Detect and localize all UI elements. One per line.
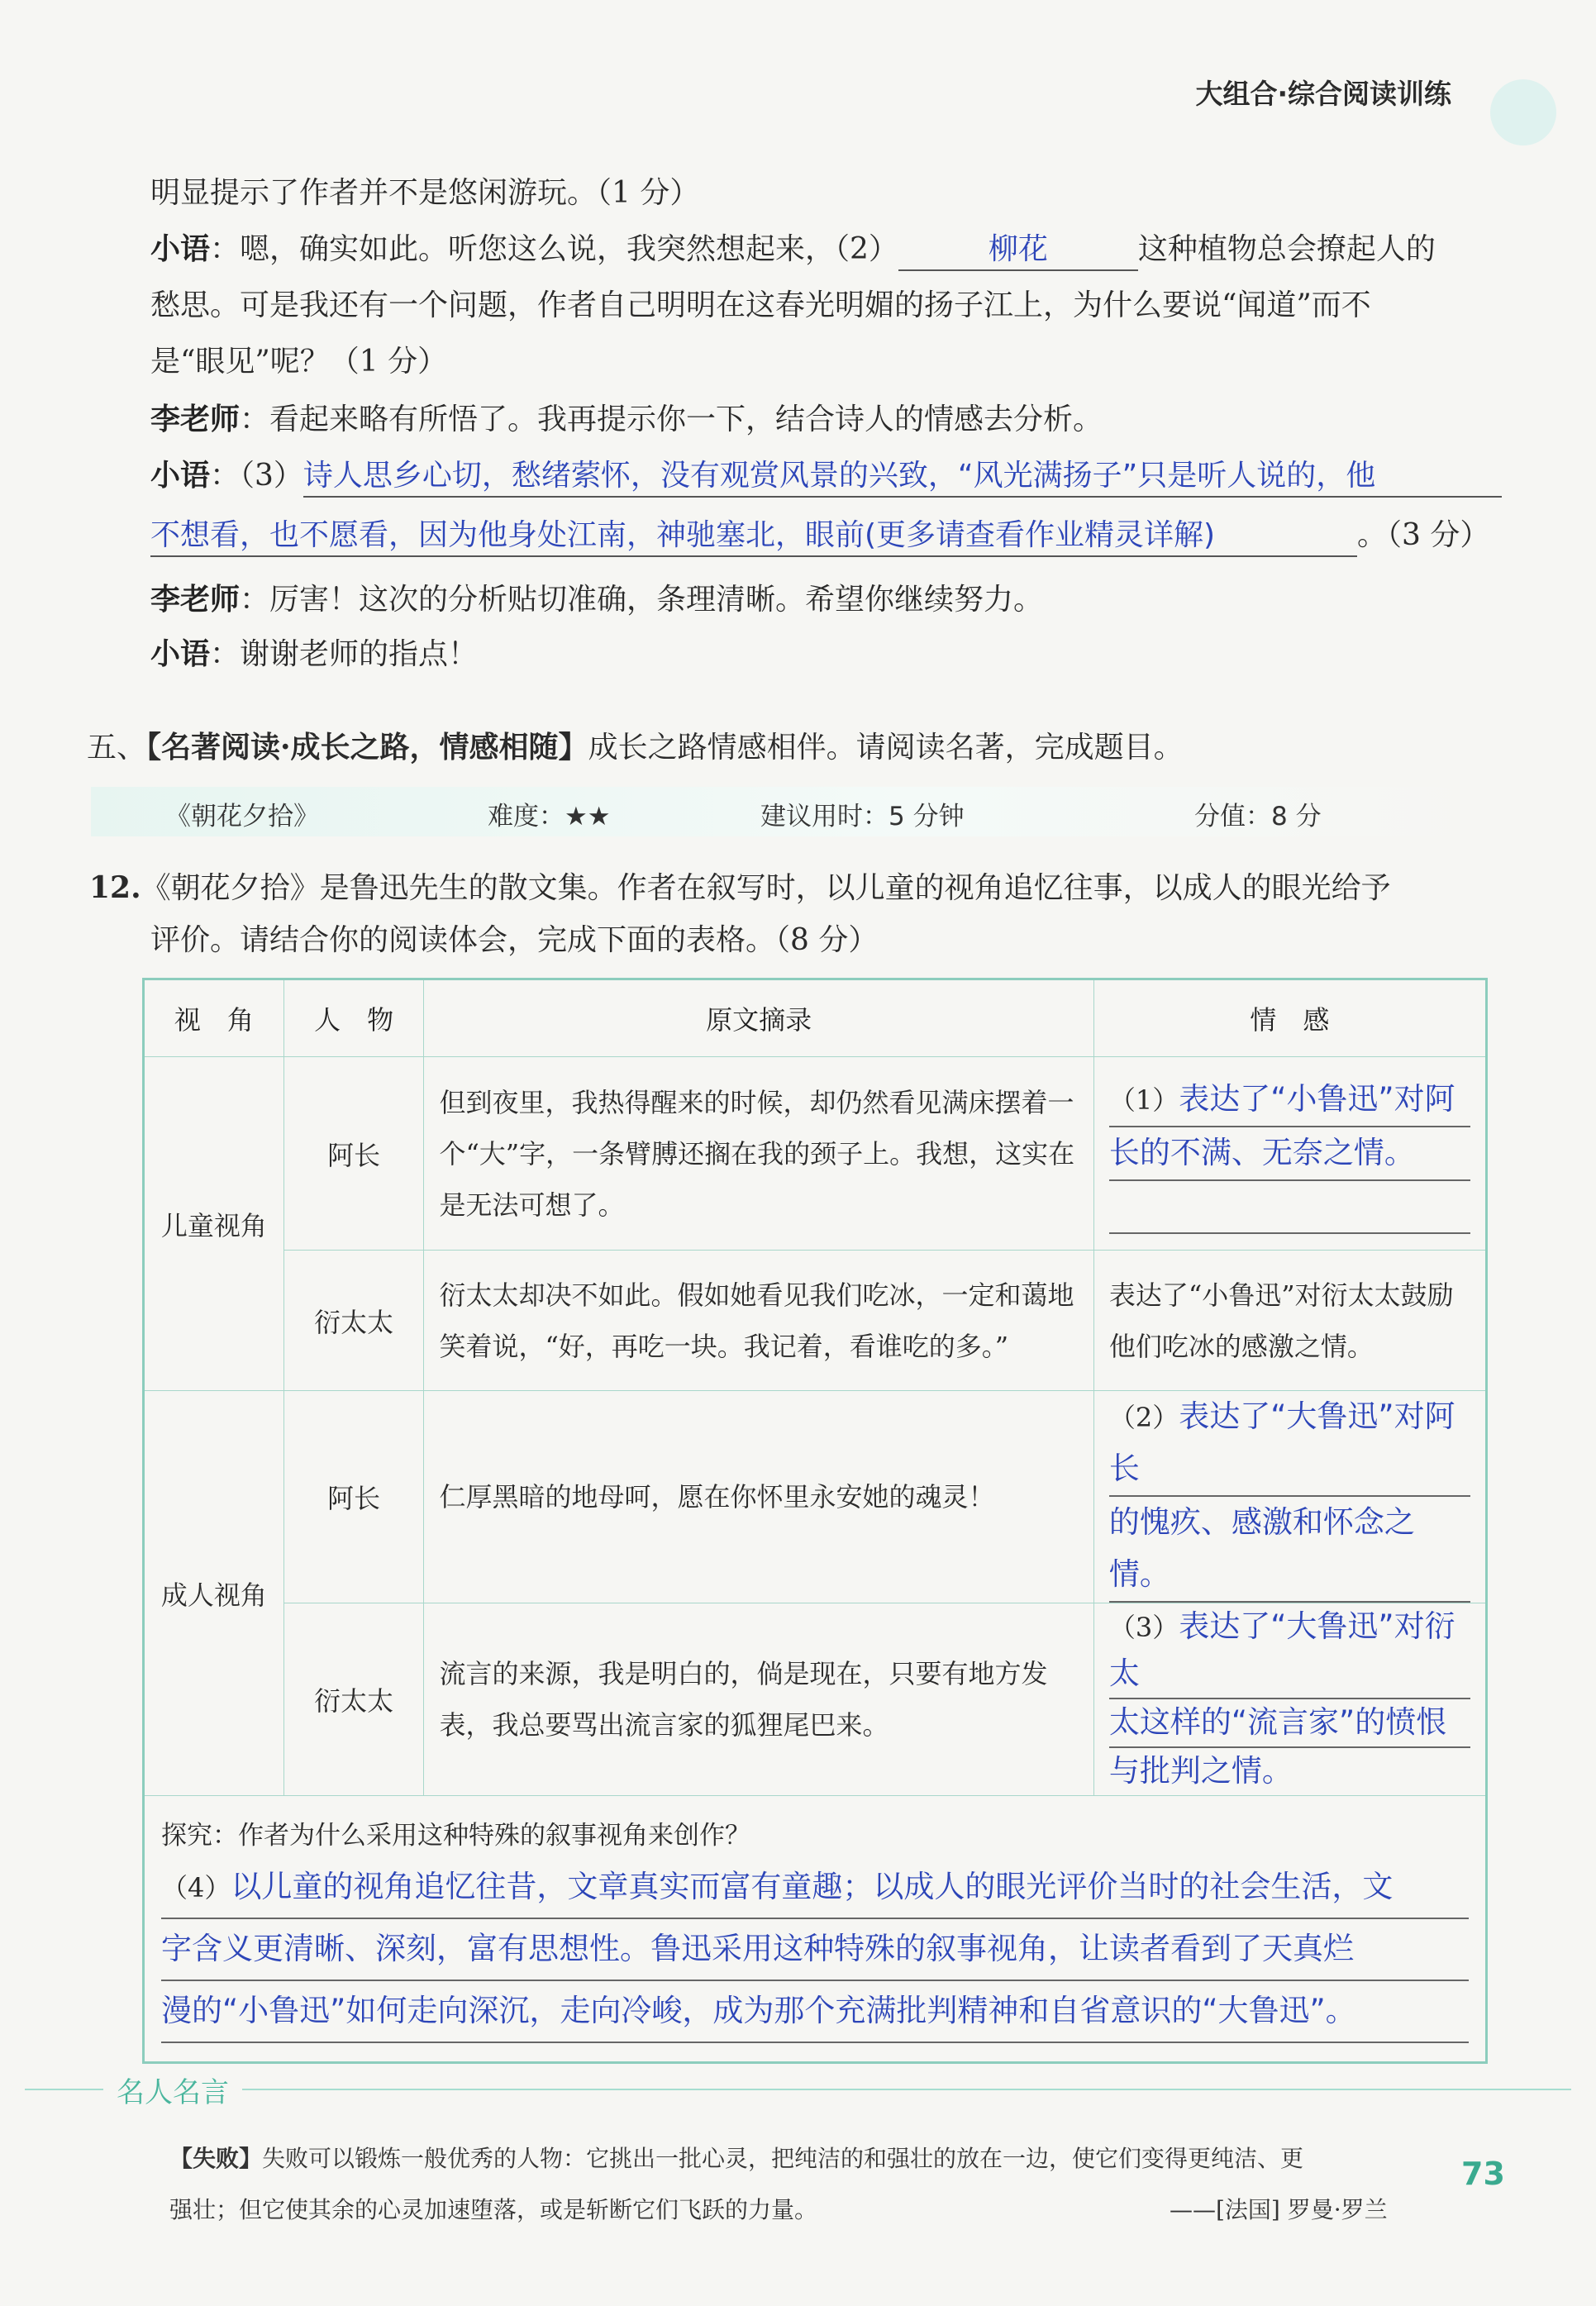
dialogue-line-7 xyxy=(150,516,1489,557)
dialogue-line-6 xyxy=(150,456,1502,498)
header-emotion: 情 感 xyxy=(1093,979,1486,1057)
explore-cell[interactable] xyxy=(144,1796,1487,2063)
info-difficulty: 难度：★★ xyxy=(488,802,611,831)
quote-cell: 仁厚黑暗的地母呵，愿在你怀里永安她的魂灵！ xyxy=(424,1391,1093,1603)
explore-answer-line: 以儿童的视角追忆往昔，文章真实而富有童趣；以成人的眼光评价当时的社会生活，文 xyxy=(231,1869,1394,1904)
section-number: 五、 xyxy=(87,731,147,765)
person-cell: 阿长 xyxy=(283,1391,424,1603)
explore-row xyxy=(144,1796,1487,2063)
table-row xyxy=(144,1603,1487,1796)
famous-quote-line-2: 强壮；但它使其余的心灵加速堕落，或是斩断它们飞跃的力量。 xyxy=(169,2196,818,2223)
dialogue-line-9 xyxy=(150,635,478,674)
header-decoration xyxy=(1490,79,1556,145)
page-number: 73 xyxy=(1461,2156,1505,2192)
explore-number: （4） xyxy=(161,1872,231,1903)
dialogue-text: ：（3） xyxy=(210,459,303,493)
answer-table xyxy=(142,978,1488,2064)
emotion-answer: 太这样的“流言家”的愤恨 xyxy=(1108,1704,1447,1740)
question-line-1 xyxy=(89,868,1391,908)
header-view: 视 角 xyxy=(144,979,284,1057)
dialogue-text: 这种植物总会撩起人的 xyxy=(1137,232,1436,266)
info-time: 建议用时：5 分钟 xyxy=(760,802,965,831)
emotion-answer: 表达了“小鲁迅”对阿 xyxy=(1179,1080,1455,1117)
person-cell: 衍太太 xyxy=(283,1603,424,1796)
quote-cell: 但到夜里，我热得醒来的时候，却仍然看见满床摆着一个“大”字，一条臂膊还搁在我的颈子上。我想，这实在是无法可想了。 xyxy=(424,1057,1093,1251)
emotion-answer: 的愧疚、感激和怀念之情。 xyxy=(1108,1504,1415,1592)
footer-label: 名人名言 xyxy=(103,2070,242,2110)
person-cell: 阿长 xyxy=(283,1057,424,1251)
section-text: 成长之路情感相伴。请阅读名著，完成题目。 xyxy=(588,731,1184,765)
dialogue-text: ：看起来略有所悟了。我再提示你一下，结合诗人的情感去分析。 xyxy=(240,403,1103,436)
table-row xyxy=(144,1251,1487,1391)
emotion-cell[interactable] xyxy=(1093,1057,1486,1251)
blank-2[interactable] xyxy=(898,230,1138,271)
header-quote: 原文摘录 xyxy=(424,979,1093,1057)
emotion-number: （1） xyxy=(1108,1084,1179,1116)
footer-divider xyxy=(25,2089,1571,2090)
info-bar xyxy=(91,787,1479,836)
table-header-row xyxy=(144,979,1487,1057)
dialogue-text: 。（3 分） xyxy=(1357,518,1490,552)
emotion-answer: 与批判之情。 xyxy=(1108,1753,1293,1789)
quote-text: 失败可以锻炼一般优秀的人物：它挑出一批心灵，把纯洁的和强壮的放在一边，使它们变得更纯洁、更 xyxy=(262,2145,1304,2172)
table-row xyxy=(144,1391,1487,1603)
emotion-answer: 长的不满、无奈之情。 xyxy=(1108,1134,1415,1170)
emotion-number: （2） xyxy=(1108,1402,1179,1433)
answer-2: 柳花 xyxy=(988,232,1048,266)
question-number: 12. xyxy=(89,870,141,905)
view-adult: 成人视角 xyxy=(144,1391,284,1796)
dialogue-line-8 xyxy=(150,580,1043,620)
table-row xyxy=(144,1057,1487,1251)
info-score: 分值：8 分 xyxy=(1194,802,1322,831)
dialogue-line-2 xyxy=(150,230,1436,271)
page-header: 大组合·综合阅读训练 xyxy=(1195,78,1451,110)
emotion-cell[interactable] xyxy=(1093,1391,1486,1603)
dialogue-line-4: 是“眼见”呢？（1 分） xyxy=(150,345,448,379)
dialogue-text: ：嗯，确实如此。听您这么说，我突然想起来，（2） xyxy=(210,232,898,266)
explore-answer-line: 字含义更清晰、深刻，富有思想性。鲁迅采用这种特殊的叙事视角，让读者看到了天真烂 xyxy=(161,1931,1354,1966)
speaker-xiaoyu: 小语 xyxy=(150,459,211,493)
section-title xyxy=(87,724,1184,766)
emotion-answer: 表达了“大鲁迅”对衍太 xyxy=(1108,1608,1455,1691)
emotion-answer: 表达了“大鲁迅”对阿长 xyxy=(1108,1398,1455,1486)
dialogue-line-1: 明显提示了作者并不是悠闲游玩。（1 分） xyxy=(150,176,700,210)
speaker-teacher: 李老师 xyxy=(150,403,241,436)
view-child: 儿童视角 xyxy=(144,1057,284,1391)
person-cell: 衍太太 xyxy=(283,1251,424,1391)
emotion-cell[interactable] xyxy=(1093,1603,1486,1796)
quote-cell: 流言的来源，我是明白的，倘是现在，只要有地方发表，我总要骂出流言家的狐狸尾巴来。 xyxy=(424,1603,1093,1796)
famous-quote-line-1 xyxy=(169,2142,1303,2175)
emotion-cell: 表达了“小鲁迅”对衍太太鼓励他们吃冰的感激之情。 xyxy=(1093,1251,1486,1391)
dialogue-text: ：谢谢老师的指点！ xyxy=(210,637,479,671)
speaker-teacher: 李老师 xyxy=(150,583,241,617)
info-book: 《朝花夕拾》 xyxy=(165,802,319,831)
question-text: 《朝花夕拾》是鲁迅先生的散文集。作者在叙写时，以儿童的视角追忆往事，以成人的眼光给予 xyxy=(141,871,1391,905)
answer-3-line-2[interactable]: 不想看，也不愿看，因为他身处江南，神驰塞北，眼前(更多请查看作业精灵详解) xyxy=(150,516,1357,557)
explore-question: 探究：作者为什么采用这种特殊的叙事视角来创作？ xyxy=(161,1821,750,1851)
section-bracket: 【名著阅读·成长之路，情感相随】 xyxy=(146,730,588,765)
question-line-2: 评价。请结合你的阅读体会，完成下面的表格。（8 分） xyxy=(150,923,879,957)
speaker-xiaoyu: 小语 xyxy=(150,232,211,266)
dialogue-text: ：厉害！这次的分析贴切准确，条理清晰。希望你继续努力。 xyxy=(240,583,1044,617)
quote-author: ——[法国] 罗曼·罗兰 xyxy=(1170,2196,1388,2223)
dialogue-line-5 xyxy=(150,400,1103,440)
quote-tag: 【失败】 xyxy=(169,2145,263,2172)
dialogue-line-3: 愁思。可是我还有一个问题，作者自己明明在这春光明媚的扬子江上，为什么要说“闻道”而不 xyxy=(150,288,1371,322)
answer-3-line-1[interactable]: 诗人思乡心切，愁绪萦怀，没有观赏风景的兴致，“风光满扬子”只是听人说的，他 xyxy=(303,456,1502,498)
quote-cell: 衍太太却决不如此。假如她看见我们吃冰，一定和蔼地笑着说，“好，再吃一块。我记着，看谁吃的多。” xyxy=(424,1251,1093,1391)
explore-answer-line: 漫的“小鲁迅”如何走向深沉，走向冷峻，成为那个充满批判精神和自省意识的“大鲁迅”。 xyxy=(161,1993,1356,2028)
header-person: 人 物 xyxy=(283,979,424,1057)
speaker-xiaoyu: 小语 xyxy=(150,637,211,671)
emotion-number: （3） xyxy=(1108,1612,1179,1643)
